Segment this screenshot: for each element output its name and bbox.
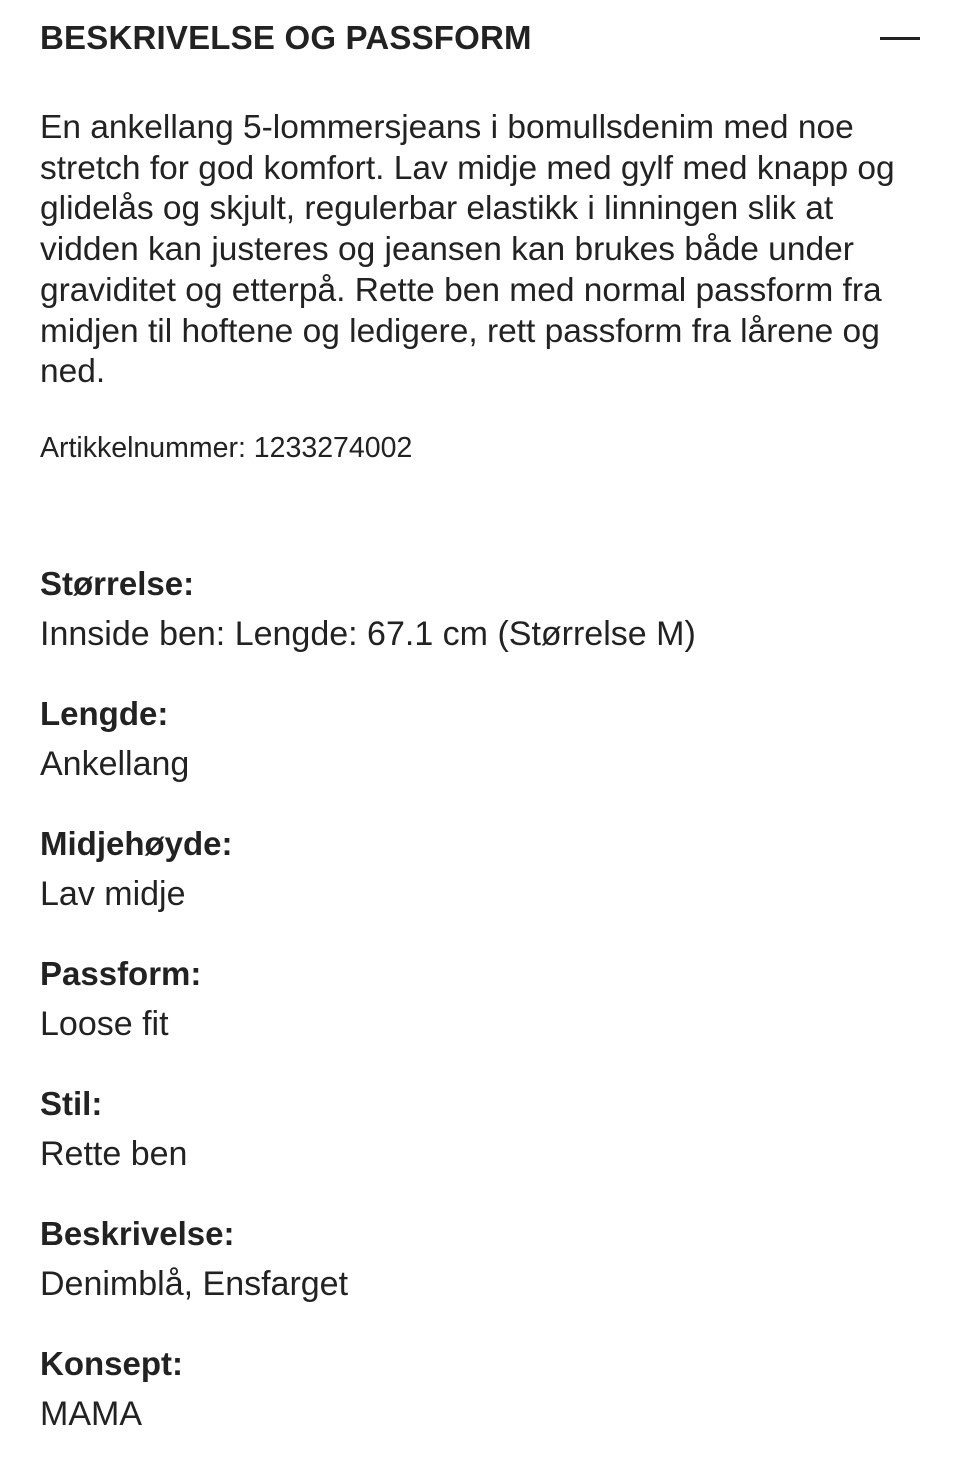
attribute-value: MAMA (40, 1395, 142, 1433)
attribute-value: Rette ben (40, 1135, 188, 1173)
attribute-label: Beskrivelse: (40, 1215, 235, 1252)
attribute-label: Konsept: (40, 1345, 183, 1382)
attribute-value: Lav midje (40, 875, 186, 913)
attribute-value: Innside ben: Lengde: 67.1 cm (Størrelse M) (40, 615, 696, 653)
attribute-value: Loose fit (40, 1005, 169, 1043)
attribute-label: Stil: (40, 1085, 103, 1122)
attribute-concept (40, 1343, 920, 1473)
attribute-description (40, 1213, 920, 1343)
minus-icon-bar (880, 37, 920, 40)
attribute-label: Størrelse: (40, 565, 195, 602)
attribute-label: Passform: (40, 955, 202, 992)
product-description: En ankellang 5-lommersjeans i bomullsdenim med noe stretch for god komfort. Lav midje med gylf med knapp og glidelås og skjult, regulerbar elastikk i linningen slik at vidden kan justeres og jeansen kan brukes både under graviditet og etterpå. Rette ben med normal passform fra midjen til hoftene og ledigere, rett passform fra lårene og ned. (40, 109, 895, 391)
article-number: Artikkelnummer: 1233274002 (40, 432, 413, 464)
attribute-style (40, 1083, 920, 1213)
attribute-size (40, 563, 920, 693)
attribute-length (40, 693, 920, 823)
attribute-waist-height (40, 823, 920, 953)
attribute-value: Ankellang (40, 745, 190, 783)
attribute-value: Denimblå, Ensfarget (40, 1265, 349, 1303)
accordion-header[interactable] (0, 0, 960, 80)
section-title: BESKRIVELSE OG PASSFORM (40, 19, 532, 56)
product-attributes-list (40, 563, 920, 1473)
attribute-label: Midjehøyde: (40, 825, 233, 862)
attribute-label: Lengde: (40, 695, 169, 732)
attribute-fit (40, 953, 920, 1083)
minus-icon[interactable] (880, 24, 920, 54)
